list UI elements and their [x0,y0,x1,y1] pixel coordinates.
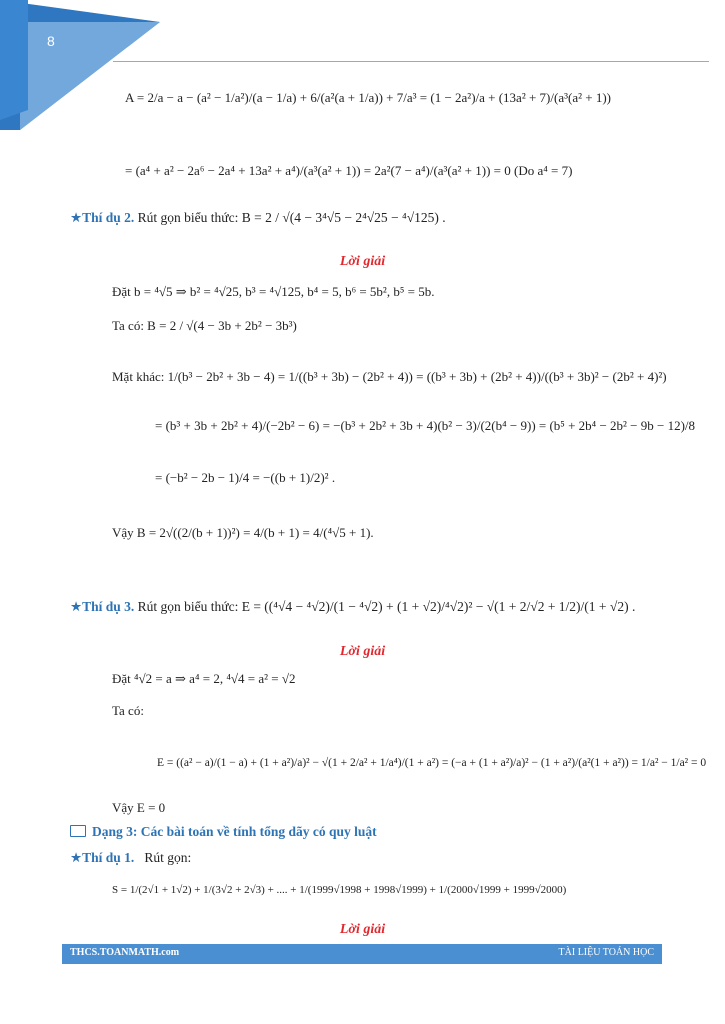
example-2-title: Thí dụ 2. [82,210,135,225]
ex3-equation: E = ((a² − a)/(1 − a) + (1 + a²)/a)² − √(1 + 2/a² + 1/a⁴)/(1 + a²) = (−a + (1 + a²)/a)² − (1 + a²)/(a²(1 + a²)) = 1/a² − 1/a² = 0 [157,757,707,769]
example-3-line [70,599,635,615]
ex2-substitution: Đặt b = ⁴√5 ⇒ b² = ⁴√25, b³ = ⁴√125, b⁴ = 5, b⁶ = 5b², b⁵ = 5b. [112,284,435,299]
example-3-text: Rút gọn biểu thức: E = ((⁴√4 − ⁴√2)/(1 − ⁴√2) + (1 + √2)/⁴√2)² − √(1 + 2/√2 + 1/2)/(1 + √2) . [137,599,636,614]
footer-bar [62,944,662,964]
ex2-conclusion: Vậy B = 2√((2/(b + 1))²) = 4/(b + 1) = 4/(⁴√5 + 1). [112,525,374,540]
example-2-text: Rút gọn biểu thức: B = 2 / √(4 − 3⁴√5 − 2⁴√25 − ⁴√125) . [137,210,446,225]
footer-site[interactable]: THCS.TOANMATH.com [70,947,180,958]
star-icon: ★ [70,599,83,614]
solution-label-1: Lời giải [339,254,386,269]
ex2-matkhac: Mặt khác: 1/(b³ − 2b² + 3b − 4) = 1/((b³ + 3b) − (2b² + 4)) = ((b³ + 3b) + (2b² + 4))/((b³ + 3b)² − (2b² + 4)²) [112,369,667,384]
solution-label-3: Lời giải [339,922,386,937]
folder-icon [70,825,86,837]
example-2-line [70,210,446,226]
page-number: 8 [47,33,55,49]
section-dang3 [70,824,377,840]
ex3-conclusion: Vậy E = 0 [112,800,166,815]
solution-label-2: Lời giải [339,644,386,659]
example-3-title: Thí dụ 3. [82,599,135,614]
section-dang3-title: Dạng 3: Các bài toán về tính tổng dãy có quy luật [92,824,377,839]
example-1-text: Rút gọn: [144,850,192,865]
ex3-taco: Ta có: [112,703,144,718]
footer-tagline: TÀI LIỆU TOÁN HỌC [558,947,654,958]
ex3-substitution: Đặt ⁴√2 = a ⇒ a⁴ = 2, ⁴√4 = a² = √2 [112,671,296,686]
example-1-line [70,850,191,866]
equation-a-simplify: = (a⁴ + a² − 2a⁶ − 2a⁴ + 13a² + a⁴)/(a³(a² + 1)) = 2a²(7 − a⁴)/(a³(a² + 1)) = 0 (Do a⁴ = 7) [125,163,573,178]
ex2-matkhac-3: = (−b² − 2b − 1)/4 = −((b + 1)/2)² . [155,470,336,485]
ex2-taco: Ta có: B = 2 / √(4 − 3b + 2b² − 3b³) [112,318,297,333]
header-rule [113,61,709,62]
star-icon: ★ [70,210,83,225]
example-1-title: Thí dụ 1. [82,850,135,865]
ex1-sum: S = 1/(2√1 + 1√2) + 1/(3√2 + 2√3) + .... + 1/(1999√1998 + 1998√1999) + 1/(2000√1999 + 1999√2000) [112,884,567,896]
equation-a-expr: A = 2/a − a − (a² − 1/a²)/(a − 1/a) + 6/(a²(a + 1/a)) + 7/a³ = (1 − 2a²)/a + (13a² + 7)/(a³(a² + 1)) [125,90,611,105]
corner-decoration [0,0,170,130]
ex2-matkhac-2: = (b³ + 3b + 2b² + 4)/(−2b² − 6) = −(b³ + 2b² + 3b + 4)(b² − 3)/(2(b⁴ − 9)) = (b⁵ + 2b⁴ − 2b² − 9b − 12)/8 [155,418,696,433]
star-icon: ★ [70,850,83,865]
